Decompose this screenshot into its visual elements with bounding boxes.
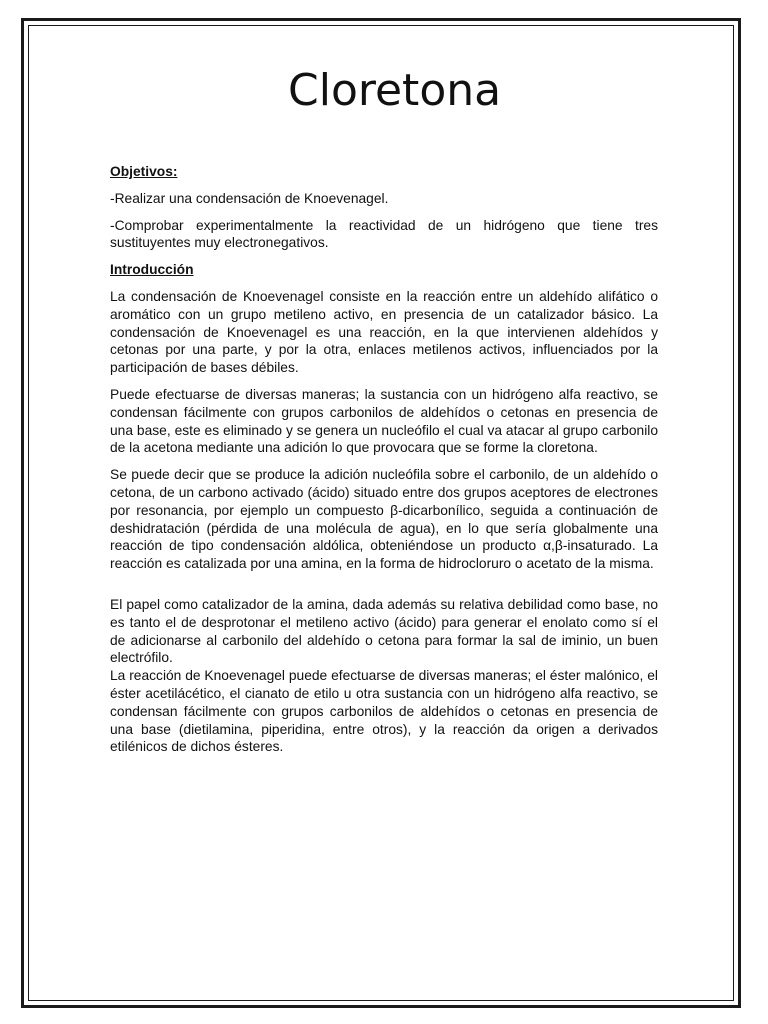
introduction-heading: Introducción [110, 262, 194, 278]
document-body [110, 163, 658, 765]
intro-paragraph: El papel como catalizador de la amina, dada además su relativa debilidad como base, no es tanto el de desprotonar el metileno activo (ácido) para generar el enolato como sí el de adicionarse al carbonilo del aldehído o cetona para formar la sal de iminio, un buen electrófilo. [110, 596, 658, 666]
objective-item: -Realizar una condensación de Knoevenagel. [110, 190, 389, 206]
intro-paragraph: Se puede decir que se produce la adición nucleófila sobre el carbonilo, de un aldehído o cetona, de un carbono activado (ácido) situado entre dos grupos aceptores de electrones por resonancia, por ejemplo un compuesto β-dicarbonílico, seguida a continuación de deshidratación (pérdida de una molécula de agua), en lo que sería globalmente una reacción de tipo condensación aldólica, obteniéndose un producto α,β-insaturado. La reacción es catalizada por una amina, en la forma de hidrocloruro o acetato de la misma. [110, 467, 658, 572]
intro-paragraph: Puede efectuarse de diversas maneras; la sustancia con un hidrógeno alfa reactivo, se condensan fácilmente con grupos carbonilos de aldehídos o cetonas en presencia de una base, este es eliminado y se genera un nucleófilo el cual va atacar al grupo carbonilo de la acetona mediante una adición lo que provocara que se forme la cloretona. [110, 386, 658, 456]
intro-paragraph: La condensación de Knoevenagel consiste en la reacción entre un aldehído alifático o aromático con un grupo metileno activo, en presencia de un catalizador básico. La condensación de Knoevenagel es una reacción, en la que intervienen aldehídos y cetonas por una parte, y por la otra, enlaces metilenos activos, influenciados por la participación de bases débiles. [110, 288, 658, 376]
objectives-heading: Objetivos: [110, 164, 178, 179]
objective-item: -Comprobar experimentalmente la reactividad de un hidrógeno que tiene tres sustituyentes muy electronegativos. [110, 217, 658, 251]
paragraph-spacer [110, 582, 658, 596]
document-title: Cloretona [280, 62, 496, 120]
intro-paragraph: La reacción de Knoevenagel puede efectuarse de diversas maneras; el éster malónico, el éster acetilácético, el cianato de etilo u otra sustancia con un hidrógeno alfa reactivo, se condensan fácilmente con grupos carbonilos de aldehídos o cetonas en presencia de una base (dietilamina, piperidina, entre otros), y la reacción da origen a derivados etilénicos de dichos ésteres. [110, 668, 658, 755]
